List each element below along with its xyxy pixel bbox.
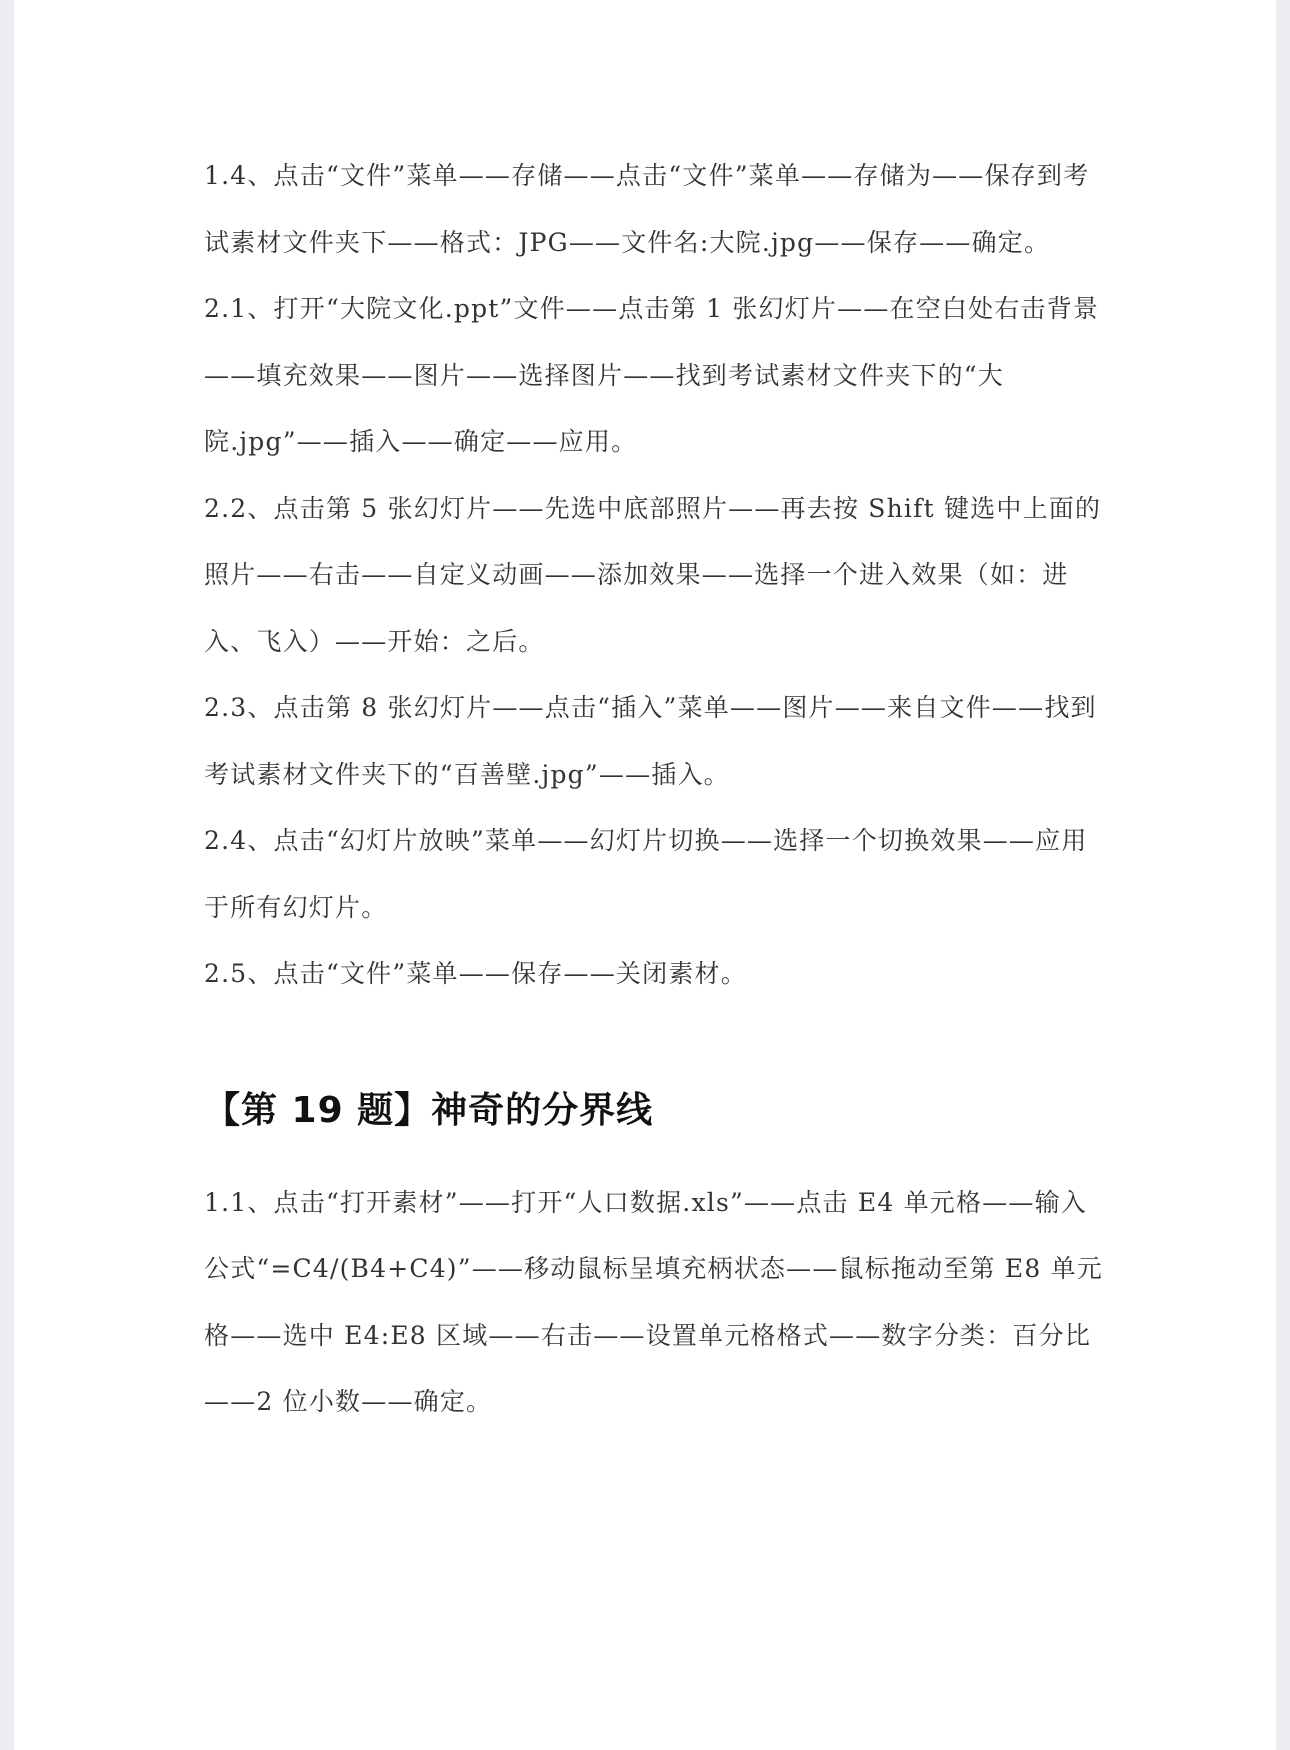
- document-content: [204, 143, 1104, 1436]
- step-2-2: 2.2、点击第 5 张幻灯片——先选中底部照片——再去按 Shift 键选中上面的照片——右击——自定义动画——添加效果——选择一个进入效果（如：进入、飞入）——开始：之后。: [204, 493, 1102, 656]
- section-heading-block: [204, 1008, 1104, 1170]
- step-1-4: 1.4、点击“文件”菜单——存储——点击“文件”菜单——存储为——保存到考试素材文件夹下——格式：JPG——文件名:大院.jpg——保存——确定。: [204, 161, 1090, 257]
- step-2-4: 2.4、点击“幻灯片放映”菜单——幻灯片切换——选择一个切换效果——应用于所有幻灯片。: [204, 826, 1088, 922]
- section-title: 【第 19 题】神奇的分界线: [204, 1089, 654, 1131]
- document-page: [14, 0, 1276, 1750]
- step-1-1: 1.1、点击“打开素材”——打开“人口数据.xls”——点击 E4 单元格——输入公式“=C4/(B4+C4)”——移动鼠标呈填充柄状态——鼠标拖动至第 E8 单元格——选中 E4:E8 区域——右击——设置单元格格式——数字分类：百分比——2 位小数——确定。: [204, 1187, 1103, 1416]
- step-2-3: 2.3、点击第 8 张幻灯片——点击“插入”菜单——图片——来自文件——找到考试素材文件夹下的“百善壁.jpg”——插入。: [204, 693, 1097, 789]
- step-2-1: 2.1、打开“大院文化.ppt”文件——点击第 1 张幻灯片——在空白处右击背景——填充效果——图片——选择图片——找到考试素材文件夹下的“大院.jpg”——插入——确定——应用。: [204, 294, 1100, 456]
- step-2-5: 2.5、点击“文件”菜单——保存——关闭素材。: [204, 959, 747, 988]
